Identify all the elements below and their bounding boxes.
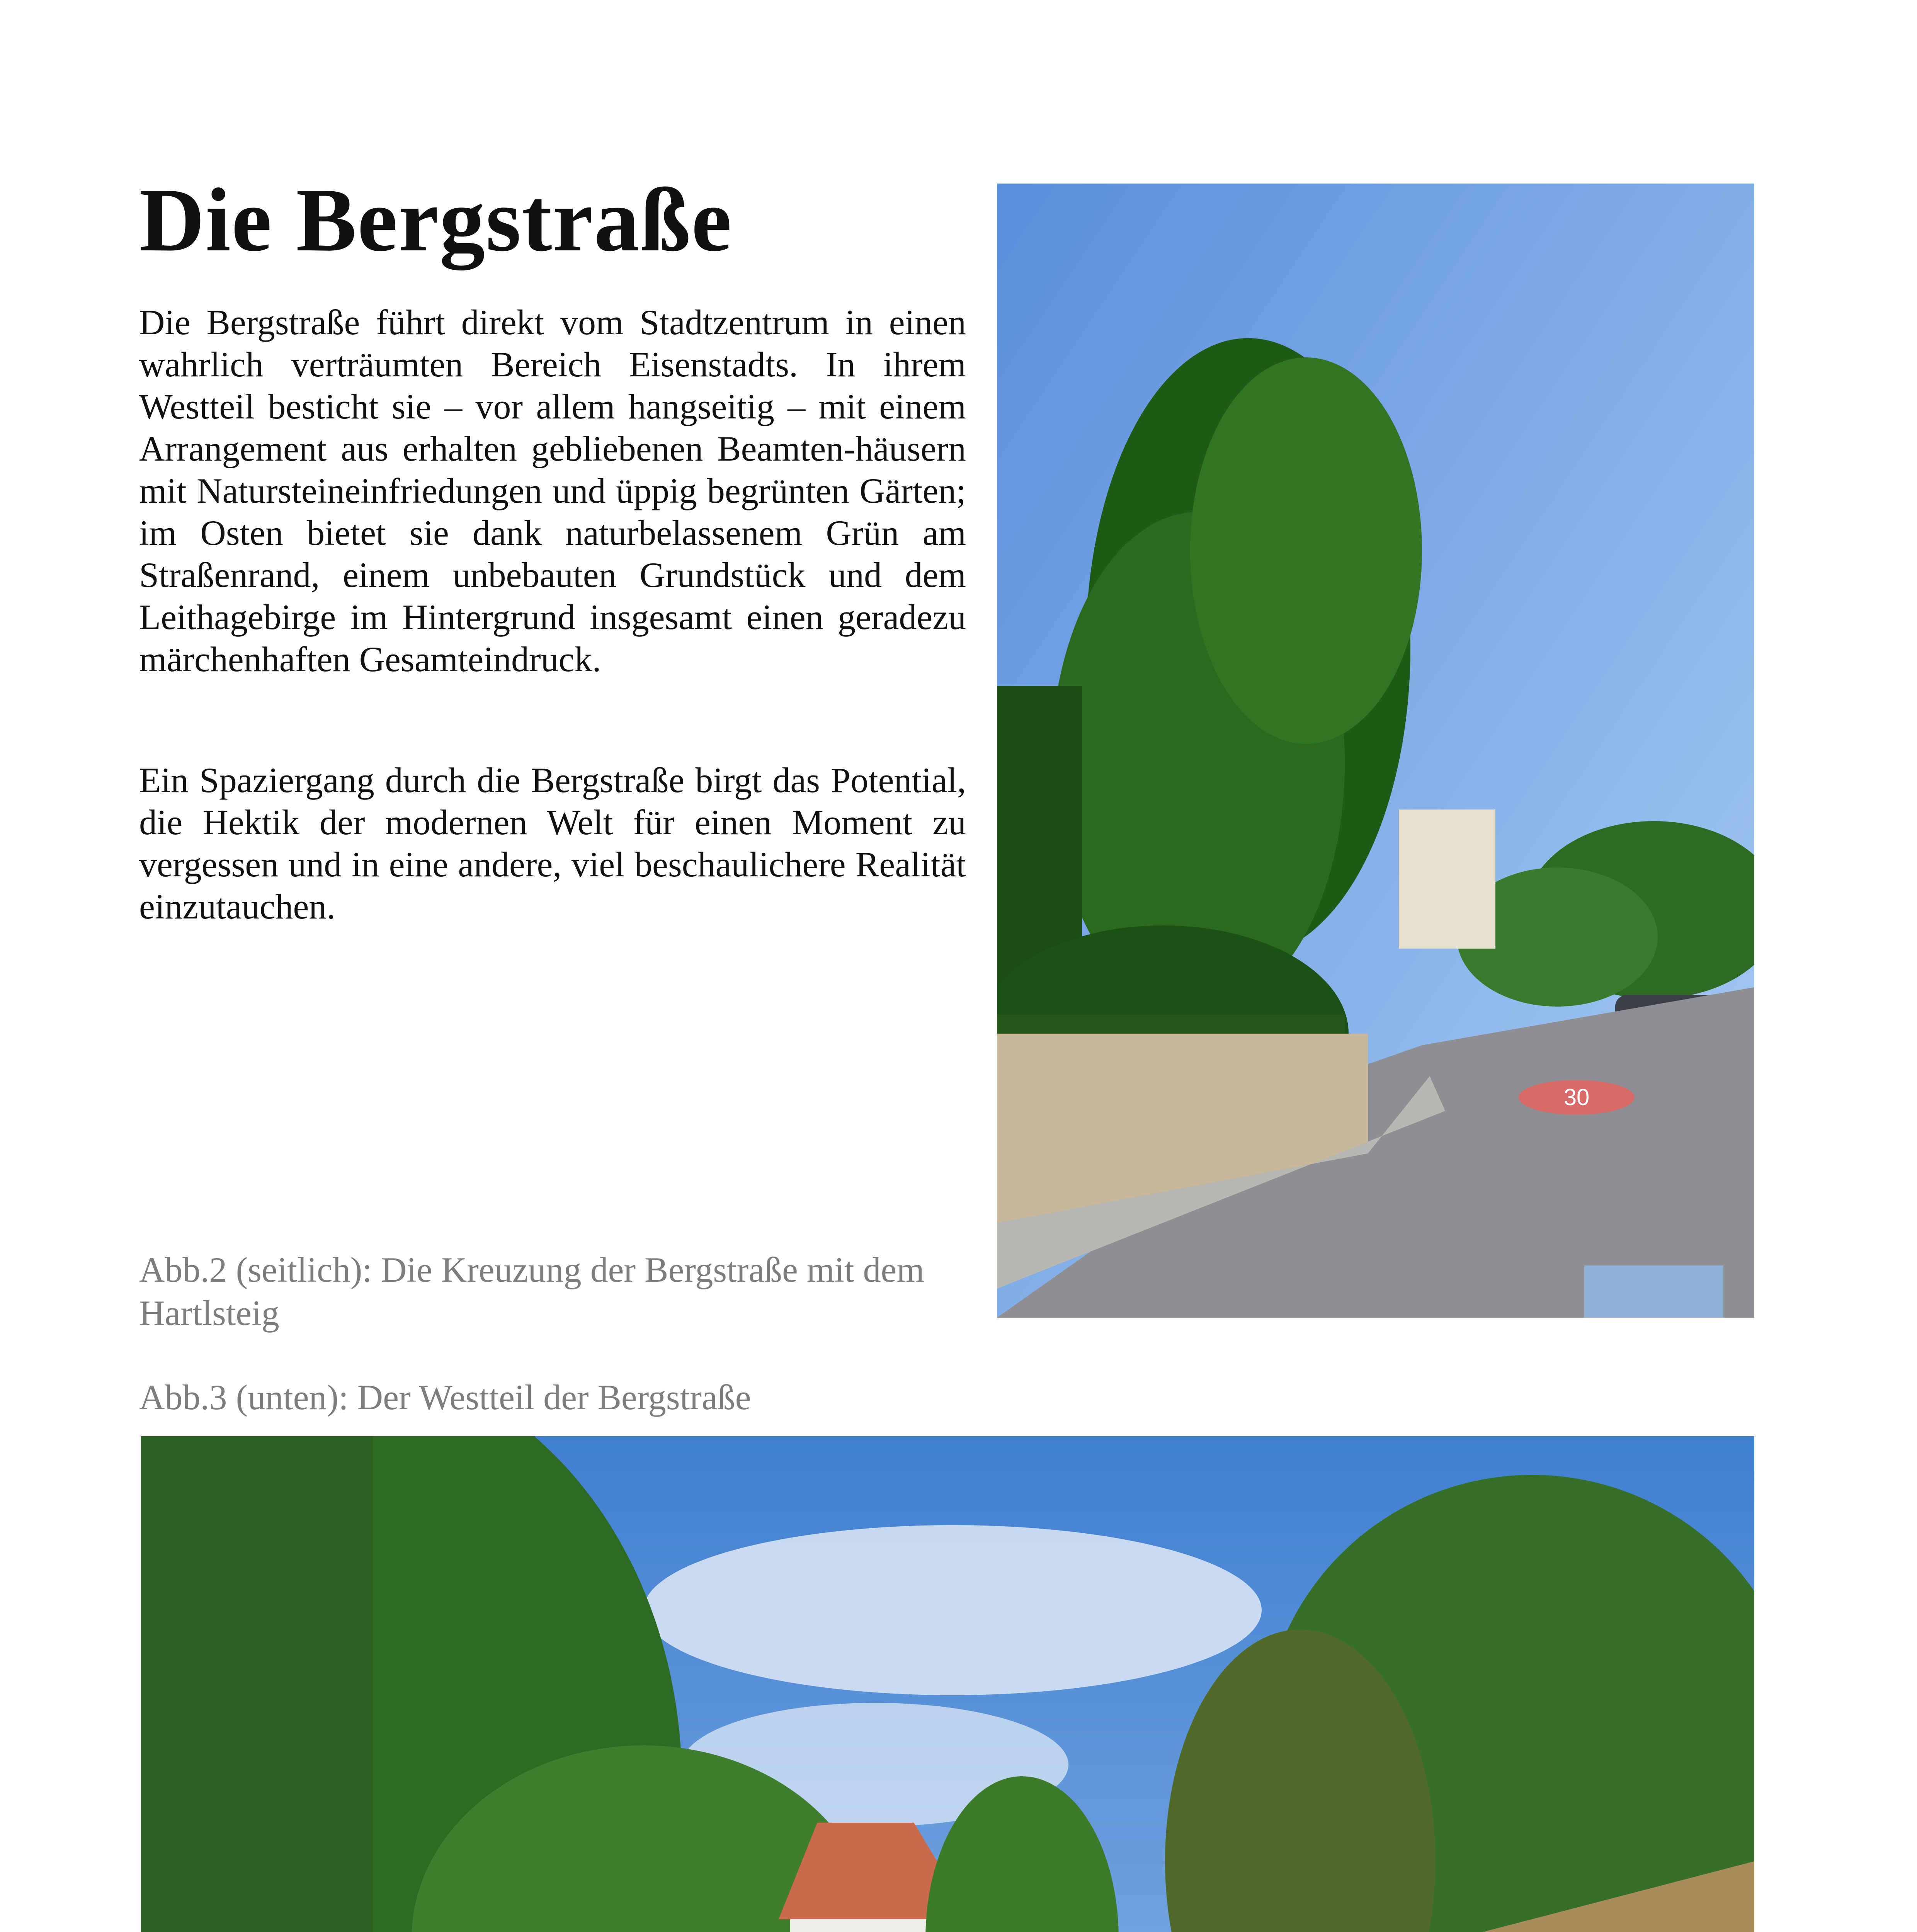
body-paragraph-1: Die Bergstraße führt direkt vom Stadtzentrum in einen wahrlich verträumten Bereich Eisenstadts. In ihrem Westteil besticht sie – vor allem hangseitig – mit einem Arrangement aus erhalten gebliebenen Beamten-häusern mit Natursteineinfriedungen und üppig begrünten Gärten; im Osten bietet sie dank naturbelassenem Grün am Straßenrand, einem unbebauten Grundstück und dem Leithagebirge im Hintergrund insgesamt einen geradezu märchenhaften Gesamteindruck. (139, 303, 966, 679)
caption-abb2: Abb.2 (seitlich): Die Kreuzung der Bergstraße mit dem Hartlsteig (139, 1250, 924, 1333)
caption-abb3: Abb.3 (unten): Der Westteil der Bergstraße (139, 1378, 751, 1417)
photo-bergstrasse-crossing (997, 184, 1754, 1318)
page-title: Die Bergstraße (139, 170, 733, 270)
photo-bergstrasse-west (141, 1436, 1754, 1932)
body-paragraph-2: Ein Spaziergang durch die Bergstraße birgt das Potential, die Hektik der modernen Welt für einen Moment zu vergessen und in eine andere, viel beschaulichere Realität einzutauchen. (139, 760, 966, 926)
speed-marking: 30 (1563, 1084, 1590, 1110)
